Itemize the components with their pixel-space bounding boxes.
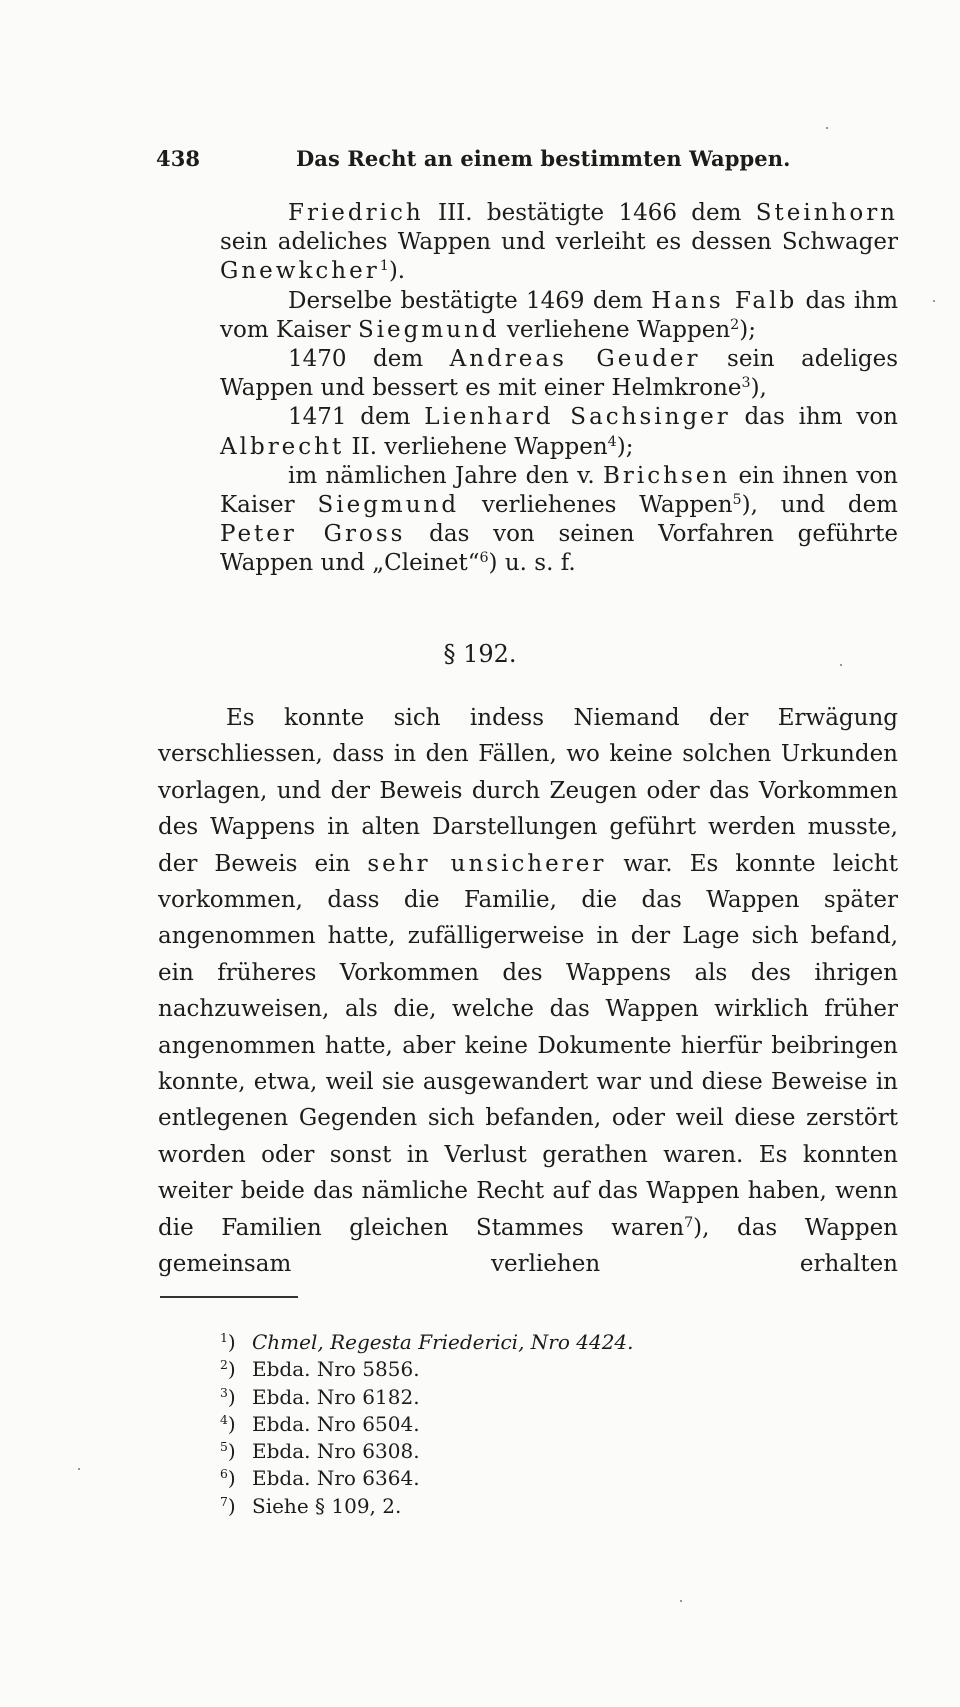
text-run: das von seinen Vorfahren geführte Wappen und „Cleinet“ — [220, 521, 898, 577]
text-run: III. bestätigte 1466 dem — [423, 200, 756, 226]
footnote-number: $^6$) — [220, 1466, 236, 1491]
paragraph-same-year — [220, 462, 898, 579]
person-name: Albrecht — [220, 433, 345, 460]
footnote-number: $^2$) — [220, 1357, 236, 1382]
text-run: ); — [739, 316, 756, 343]
footnotes — [220, 1329, 720, 1520]
footnote-text: Ebda. Nro 6308. — [252, 1439, 420, 1464]
text-run: ), und dem — [741, 492, 898, 519]
footnote-text: Chmel, Regesta Friederici, Nro 4424. — [252, 1330, 634, 1354]
footnote-6 — [220, 1465, 720, 1492]
grant-list — [220, 199, 898, 579]
footnote-marker: 2 — [220, 1357, 228, 1373]
footnote-ref: 5 — [732, 492, 742, 509]
footnote-text: Ebda. Nro 6364. — [252, 1466, 420, 1491]
footnote-7 — [220, 1493, 720, 1520]
footnote-number: $^5$) — [220, 1439, 236, 1464]
footnote-text: Ebda. Nro 6504. — [252, 1411, 420, 1436]
text-run: ). — [388, 258, 406, 285]
person-name: Steinhorn — [755, 200, 898, 226]
text-run: 1470 dem — [288, 346, 450, 373]
footnote-text: Ebda. Nro 6182. — [252, 1384, 420, 1409]
paper-speck — [680, 1600, 682, 1602]
footnote-ref: 3 — [741, 375, 751, 392]
section-body — [158, 700, 898, 1283]
person-name: Gnewkcher — [220, 258, 380, 285]
footnote-ref: 6 — [479, 550, 489, 567]
person-name: Siegmund — [357, 316, 500, 343]
person-name: Hans Falb — [651, 287, 798, 314]
text-run: Derselbe bestätigte 1469 dem — [288, 287, 652, 314]
paragraph-friedrich — [220, 199, 898, 287]
running-header — [156, 146, 896, 180]
running-title: Das Recht an einem bestimmten Wappen. — [296, 146, 791, 171]
footnote-3 — [220, 1384, 720, 1411]
text-run: verliehenes Wappen — [459, 492, 733, 519]
text-run: ) u. s. f. — [488, 550, 576, 577]
footnote-marker: 5 — [220, 1439, 228, 1455]
person-name: Siegmund — [317, 492, 460, 519]
footnote-number: $^7$) — [220, 1493, 236, 1518]
paper-speck — [78, 1468, 80, 1470]
body-paragraph — [158, 700, 898, 1283]
footnote-number: $^3$) — [220, 1384, 236, 1409]
paragraph-1469 — [220, 287, 898, 345]
paper-speck — [840, 664, 842, 666]
paper-speck — [826, 127, 828, 129]
footnote-ref: 2 — [730, 316, 740, 333]
text-run: ); — [616, 433, 634, 460]
footnote-number: $^1$) — [220, 1330, 236, 1354]
footnote-ref: 1 — [379, 258, 389, 275]
footnote-4 — [220, 1411, 720, 1438]
footnote-marker: 1 — [220, 1330, 228, 1346]
paper-speck — [933, 300, 935, 302]
person-name: Friedrich — [288, 200, 424, 226]
footnote-text: Siehe § 109, 2. — [252, 1493, 402, 1518]
text-run: ein ihnen von Kaiser — [220, 462, 898, 519]
paragraph-1470 — [220, 345, 898, 403]
person-name: Peter Gross — [220, 521, 406, 548]
text-run: sein adeliges Wappen und bessert es mit einer Helmkrone — [220, 346, 898, 402]
footnote-marker: 3 — [220, 1384, 228, 1400]
text-run: das ihm von — [730, 404, 898, 431]
text-run: 1471 dem — [288, 404, 425, 431]
person-name: Brichsen — [603, 462, 731, 489]
person-name: Andreas Geuder — [449, 346, 701, 373]
footnote-1 — [220, 1329, 720, 1356]
footnote-2 — [220, 1356, 720, 1383]
person-name: Lienhard Sachsinger — [424, 404, 731, 431]
text-run: im nämlichen Jahre den v. — [288, 462, 603, 489]
footnote-marker: 7 — [220, 1493, 228, 1509]
text-run: war. Es konnte leicht vorkommen, dass die Familie, die das Wappen später angenommen hatte, zufälligerweise in der Lage sich befand, ein früheres Vorkommen des Wappens als des ihrigen nachzuweisen, als die, welche das Wappen wirklich früher angenommen hatte, aber keine Dokumente hierfür beibringen konnte, etwa, weil sie ausgewandert war und diese Beweise in entlegenen Gegenden sich befanden, oder weil diese zerstört worden oder sonst in Verlust gerathen waren. Es konnten weiter beide das nämliche Recht auf das Wappen haben, wenn die Familien gleichen Stammes waren — [158, 850, 898, 1241]
footnote-separator — [160, 1296, 298, 1298]
paragraph-1471 — [220, 403, 898, 461]
text-run: sein adeliches Wappen und verleiht es dessen Schwager — [220, 229, 898, 256]
page-number: 438 — [156, 146, 201, 171]
footnote-number: $^4$) — [220, 1411, 236, 1436]
text-run: verliehene Wappen — [499, 316, 731, 343]
footnote-5 — [220, 1438, 720, 1465]
text-run: ), das Wappen gemeinsam verliehen erhalten — [158, 1214, 898, 1278]
footnote-text: Ebda. Nro 5856. — [252, 1357, 420, 1382]
text-run: ), — [750, 375, 767, 402]
footnote-marker: 6 — [220, 1466, 228, 1482]
footnote-ref: 7 — [684, 1214, 694, 1231]
text-run: II. verliehene Wappen — [344, 433, 608, 460]
footnote-marker: 4 — [220, 1412, 228, 1428]
text-run: das ihm vom Kaiser — [220, 287, 899, 343]
text-run: Es konnte sich indess Niemand der Erwägung verschliessen, dass in den Fällen, wo keine solchen Urkunden vorlagen, und der Beweis durch Zeugen oder das Vorkommen des Wappens in alten Darstellungen geführt werden musste, der Beweis ein — [158, 705, 898, 877]
emphasis-spaced: sehr unsicherer — [367, 850, 607, 877]
footnote-ref: 4 — [607, 433, 617, 450]
section-heading: § 192. — [443, 640, 517, 668]
